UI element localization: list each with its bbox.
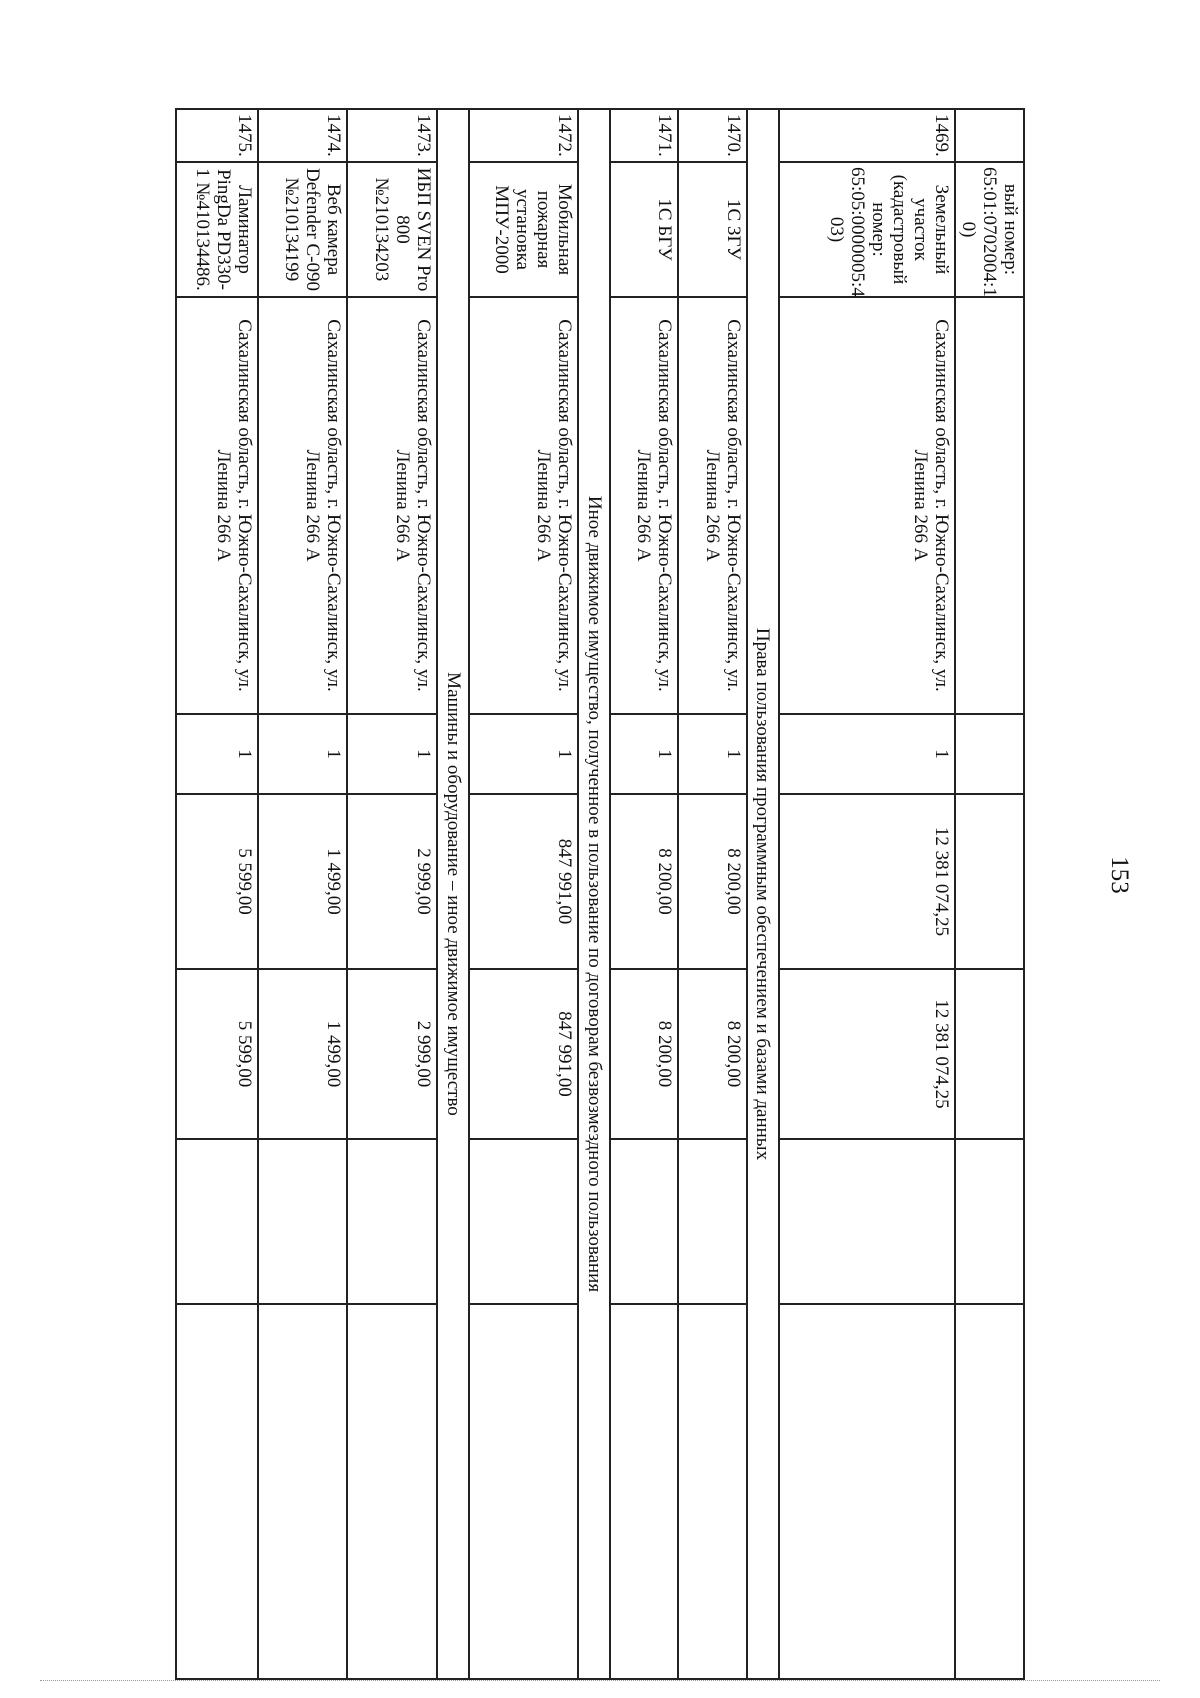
item-address: [955, 297, 1024, 714]
table-row: [176, 109, 258, 1679]
section-row: [437, 109, 469, 1679]
empty-cell: [678, 1304, 746, 1679]
empty-cell: [955, 1139, 1024, 1304]
item-value: 12 381 074,25: [779, 794, 955, 969]
item-address: Сахалинская область, г. Южно-Сахалинск, ул. Ленина 266 А: [176, 297, 258, 714]
empty-cell: [347, 1139, 437, 1304]
item-value: 1 499,00: [258, 794, 346, 969]
row-number: 1471.: [610, 109, 678, 162]
table-row: [678, 109, 746, 1679]
empty-cell: [779, 1139, 955, 1304]
empty-cell: [176, 1139, 258, 1304]
item-value: 8 200,00: [610, 794, 678, 969]
table-body: [176, 109, 1024, 1679]
item-name: вый номер: 65:01:0702004:1 0): [955, 162, 1024, 297]
item-value: [955, 794, 1024, 969]
item-address: Сахалинская область, г. Южно-Сахалинск, ул. Ленина 266 А: [678, 297, 746, 714]
item-value: 8 200,00: [678, 794, 746, 969]
table-row: [955, 109, 1024, 1679]
item-residual-value: 8 200,00: [610, 969, 678, 1139]
item-value: 2 999,00: [347, 794, 437, 969]
property-table: [175, 108, 1025, 1680]
item-name: Ламинатор PingDa PD330-1 №410134486.: [176, 162, 258, 297]
empty-cell: [610, 1139, 678, 1304]
row-number: 1474.: [258, 109, 346, 162]
item-quantity: 1: [347, 714, 437, 794]
item-address: Сахалинская область, г. Южно-Сахалинск, ул. Ленина 266 А: [779, 297, 955, 714]
empty-cell: [176, 1304, 258, 1679]
empty-cell: [955, 1304, 1024, 1679]
item-value: 847 991,00: [469, 794, 578, 969]
table-row: [610, 109, 678, 1679]
item-name: ИБП SVEN Pro 800 №210134203: [347, 162, 437, 297]
page-number: 153: [1106, 856, 1133, 894]
section-title: Иное движимое имущество, полученное в пользование по договорам безвозмездного пользования: [578, 109, 610, 1679]
item-quantity: 1: [258, 714, 346, 794]
item-value: 5 599,00: [176, 794, 258, 969]
empty-cell: [469, 1304, 578, 1679]
empty-cell: [469, 1139, 578, 1304]
row-number: [955, 109, 1024, 162]
table-row: [779, 109, 955, 1679]
item-address: Сахалинская область, г. Южно-Сахалинск, ул. Ленина 266 А: [258, 297, 346, 714]
row-number: 1470.: [678, 109, 746, 162]
item-name: Мобильная пожарная установка МПУ-2000: [469, 162, 578, 297]
empty-cell: [678, 1139, 746, 1304]
item-name: 1С БГУ: [610, 162, 678, 297]
item-address: Сахалинская область, г. Южно-Сахалинск, ул. Ленина 266 А: [347, 297, 437, 714]
item-residual-value: 12 381 074,25: [779, 969, 955, 1139]
item-quantity: 1: [176, 714, 258, 794]
item-residual-value: 2 999,00: [347, 969, 437, 1139]
row-number: 1472.: [469, 109, 578, 162]
item-quantity: 1: [469, 714, 578, 794]
item-address: Сахалинская область, г. Южно-Сахалинск, ул. Ленина 266 А: [610, 297, 678, 714]
rotated-page: [175, 108, 1133, 1678]
scan-artifact-line: [40, 1680, 1160, 1681]
empty-cell: [347, 1304, 437, 1679]
section-title: Машины и оборудование – иное движимое имущество: [437, 109, 469, 1679]
item-residual-value: 1 499,00: [258, 969, 346, 1139]
item-residual-value: 8 200,00: [678, 969, 746, 1139]
item-name: 1С ЗГУ: [678, 162, 746, 297]
empty-cell: [779, 1304, 955, 1679]
row-number: 1469.: [779, 109, 955, 162]
item-quantity: [955, 714, 1024, 794]
row-number: 1475.: [176, 109, 258, 162]
section-title: Права пользования программным обеспечением и базами данных: [747, 109, 779, 1679]
table-row: [258, 109, 346, 1679]
item-name: Земельный участок (кадастровый номер: 65:05:0000005:4 03): [779, 162, 955, 297]
table-row: [469, 109, 578, 1679]
item-quantity: 1: [610, 714, 678, 794]
empty-cell: [258, 1304, 346, 1679]
item-residual-value: [955, 969, 1024, 1139]
table-row: [347, 109, 437, 1679]
section-row: [747, 109, 779, 1679]
item-address: Сахалинская область, г. Южно-Сахалинск, ул. Ленина 266 А: [469, 297, 578, 714]
item-residual-value: 847 991,00: [469, 969, 578, 1139]
item-quantity: 1: [779, 714, 955, 794]
item-name: Веб камера Defender C-090 №210134199: [258, 162, 346, 297]
empty-cell: [610, 1304, 678, 1679]
item-quantity: 1: [678, 714, 746, 794]
empty-cell: [258, 1139, 346, 1304]
section-row: [578, 109, 610, 1679]
row-number: 1473.: [347, 109, 437, 162]
item-residual-value: 5 599,00: [176, 969, 258, 1139]
